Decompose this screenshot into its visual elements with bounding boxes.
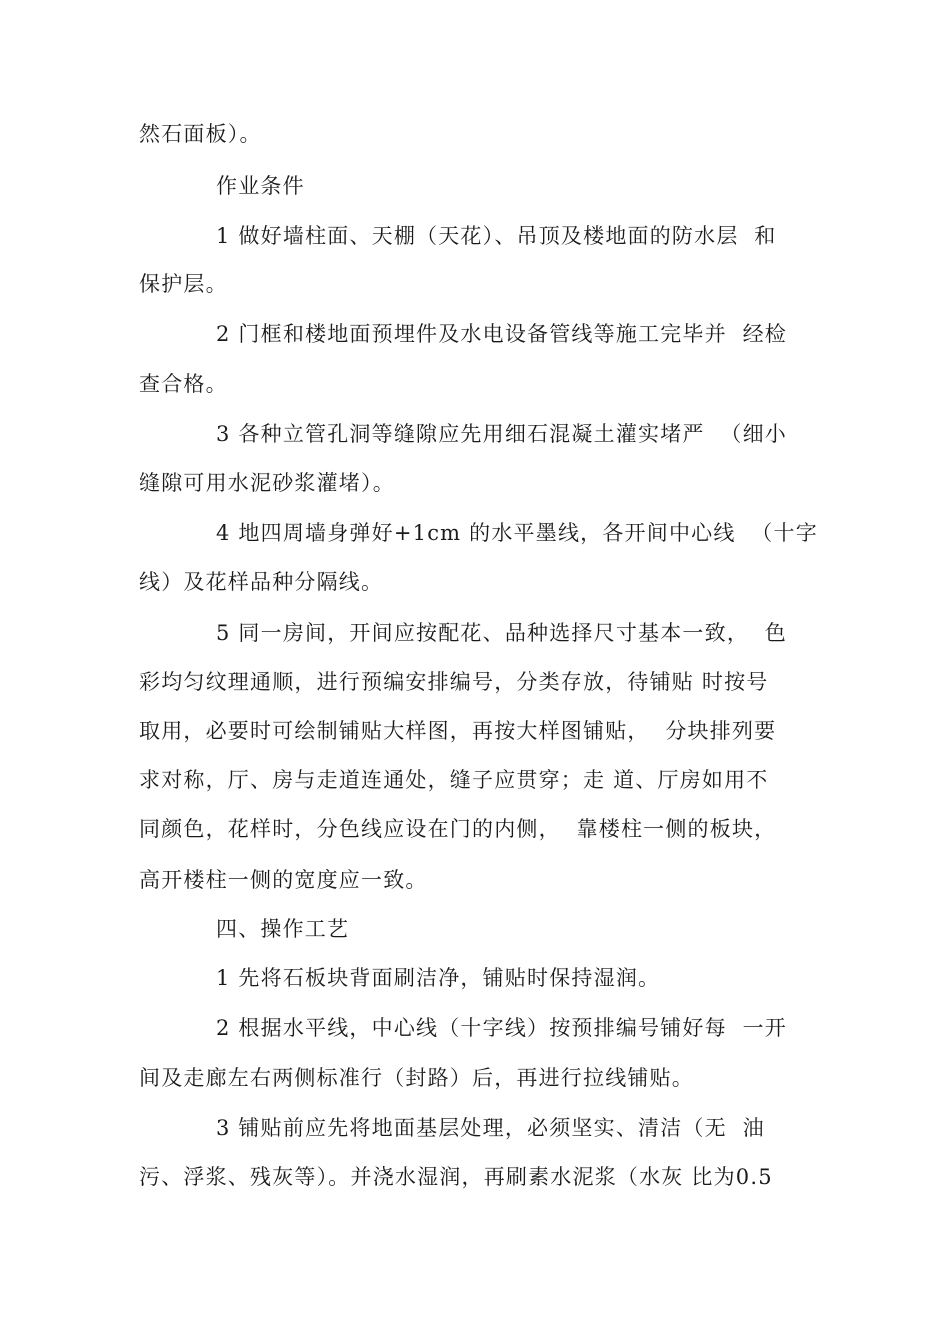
text-line: 5 同一房间，开间应按配花、品种选择尺寸基本一致， 色 xyxy=(216,621,787,645)
text-line: 高开楼柱一侧的宽度应一致。 xyxy=(139,868,428,892)
section-heading: 作业条件 xyxy=(216,174,305,198)
text-line: 线）及花样品种分隔线。 xyxy=(139,570,384,594)
text-line: 保护层。 xyxy=(139,272,228,296)
section-heading: 四、操作工艺 xyxy=(216,917,350,941)
text-line: 缝隙可用水泥砂浆灌堵）。 xyxy=(139,471,395,495)
text-line: 4 地四周墙身弹好+1cm 的水平墨线，各开间中心线 （十字 xyxy=(216,521,818,545)
text-line: 2 根据水平线，中心线（十字线）按预排编号铺好每 一开 xyxy=(216,1016,787,1040)
text-line: 求对称，厅、房与走道连通处，缝子应贯穿；走 道、厅房如用不 xyxy=(139,768,769,792)
text-line: 1 先将石板块背面刷洁净，铺贴时保持湿润。 xyxy=(216,966,661,990)
text-line: 彩均匀纹理通顺，进行预编安排编号，分类存放，待铺贴 时按号 xyxy=(139,670,769,694)
text-line: 取用，必要时可绘制铺贴大样图，再按大样图铺贴， 分块排列要 xyxy=(139,719,777,743)
text-line: 间及走廊左右两侧标准行（封路）后，再进行拉线铺贴。 xyxy=(139,1066,694,1090)
text-line: 然石面板）。 xyxy=(139,122,262,146)
text-line: 污、浮浆、残灰等）。并浇水湿润，再刷素水泥浆（水灰 比为0.5 xyxy=(139,1165,773,1189)
text-line: 3 各种立管孔洞等缝隙应先用细石混凝土灌实堵严 （细小 xyxy=(216,422,787,446)
text-line: 同颜色，花样时，分色线应设在门的内侧， 靠楼柱一侧的板块， xyxy=(139,817,777,841)
text-line: 2 门框和楼地面预埋件及水电设备管线等施工完毕并 经检 xyxy=(216,322,787,346)
text-line: 1 做好墙柱面、天棚（天花）、吊顶及楼地面的防水层 和 xyxy=(216,224,777,248)
text-line: 查合格。 xyxy=(139,372,228,396)
text-line: 3 铺贴前应先将地面基层处理，必须坚实、清洁（无 油 xyxy=(216,1116,765,1140)
